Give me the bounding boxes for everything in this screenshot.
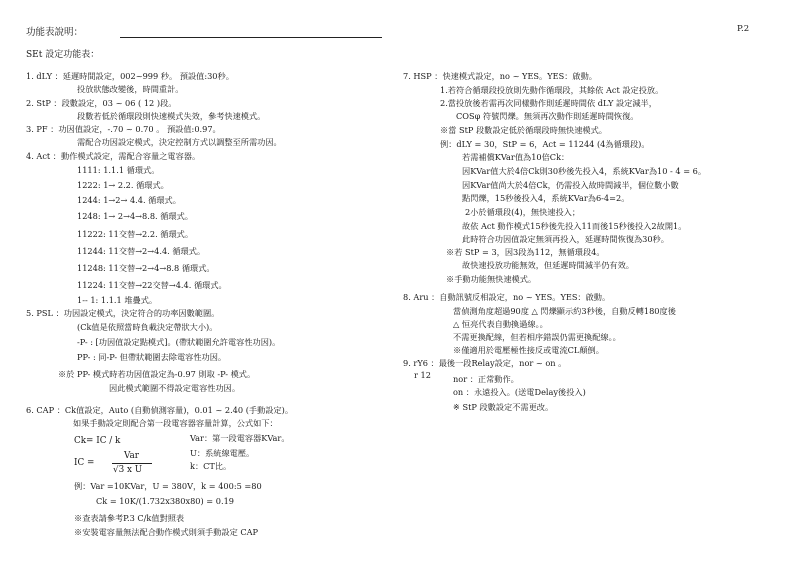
hsp-example-6: 故依 Act 動作模式15秒後先投入11而後15秒後投入2故開1。 bbox=[462, 221, 687, 231]
item-1-dly: 1. dLY ：延遲時間設定，002~999 秒。 預設值:30秒。 bbox=[26, 71, 234, 81]
item-5-note: (Ck值是依照當時負載決定帶狀大小)。 bbox=[77, 322, 218, 332]
formula-ic-label: IC = bbox=[74, 458, 95, 468]
hsp-note-4b: 故快速投放功能無效，但延遲時間減半仍有效。 bbox=[462, 260, 634, 270]
hsp-example-4: 點閃爍，15秒後投入4，系統KVar為6-4=2。 bbox=[462, 193, 630, 203]
item-6-note: 如果手動設定則配合第一段電容器容量計算，公式如下： bbox=[73, 418, 278, 428]
hsp-note-1: 1.若符合循環段投放則先動作循環段，其餘依 Act 設定投放。 bbox=[440, 85, 664, 95]
aru-note-1: 當偵測角度超過90度 △ 閃爍顯示約3秒後，自動反轉180度後 bbox=[453, 306, 676, 316]
item-2-stp: 2. StP ：段數設定，03 ~ 06 ( 12 )段。 bbox=[26, 98, 177, 108]
item-1-note: 投放狀態改變後，時間重計。 bbox=[77, 84, 184, 94]
ry6-nor: nor ：正常動作。 bbox=[453, 374, 519, 384]
act-mode-11222: 11222: 11交替→2.2. 循環式。 bbox=[77, 229, 194, 239]
note-table-ref: ※查表請參考P.3 C/k值對照表 bbox=[74, 513, 185, 523]
act-mode-11244: 11244: 11交替→2→4.4. 循環式。 bbox=[77, 246, 206, 256]
hsp-example: 例：dLY = 30，StP = 6，Act = 11244 (4為循環段)。 bbox=[440, 139, 650, 149]
example-result: Ck = 10K/(1.732x380x80) = 0.19 bbox=[96, 496, 234, 506]
item-4-act: 4. Act ：動作模式設定，需配合容量之電容器。 bbox=[26, 151, 201, 161]
legend-u: U：系統線電壓。 bbox=[190, 448, 255, 458]
example-values: 例：Var =10KVar，U = 380V，k = 400:5 =80 bbox=[74, 481, 262, 491]
aru-note-4: ※僅適用於電壓極性接反或電流CL顛倒。 bbox=[453, 345, 604, 355]
item-9-r12: r 12 bbox=[414, 370, 431, 380]
item-2-note: 段數若低於循環段則快速模式失效，參考快速模式。 bbox=[77, 111, 266, 121]
act-mode-1222: 1222: 1→ 2.2. 循環式。 bbox=[77, 180, 169, 190]
legend-var: Var：第一段電容器KVar。 bbox=[190, 433, 290, 443]
hsp-example-3: 因KVar值尚大於4倍Ck，仍需投入故時間減半，個位數小數 bbox=[462, 180, 679, 190]
hsp-example-5: 2小於循環段(4)，無快速投入； bbox=[465, 207, 581, 217]
act-mode-1111: 1111: 1.1.1 循環式。 bbox=[77, 165, 160, 175]
title-underline bbox=[120, 37, 382, 38]
item-6-cap: 6. CAP ：Ck值設定，Auto (自動偵測容量)，0.01 ~ 2.40 (手動設定)。 bbox=[26, 405, 294, 415]
item-3-note: 需配合功因設定模式，決定控制方式以調整至所需功因。 bbox=[77, 137, 282, 147]
note-manual-cap: ※安裝電容量無法配合動作模式則須手動設定 CAP bbox=[74, 527, 259, 537]
act-mode-stack: 1-- 1: 1.1.1 堆疊式。 bbox=[77, 295, 158, 305]
aru-note-2: △ 恒亮代表自動換過線。。 bbox=[453, 319, 548, 329]
hsp-example-1: 若需補償KVar值為10倍Ck： bbox=[462, 152, 570, 162]
act-mode-1244: 1244: 1→2→ 4.4. 循環式。 bbox=[77, 195, 181, 205]
ry6-note: ※ StP 段數設定不需更改。 bbox=[453, 402, 554, 412]
item-9-ry6: 9. rY6 ：最後一段Relay設定，nor ~ on 。 bbox=[403, 358, 567, 368]
hsp-example-7: 此時符合功因值設定無須再投入，延遲時間恢復為30秒。 bbox=[462, 234, 669, 244]
psl-mode-pp: PP- : 同-P- 但帶狀範圍去除電容性功因。 bbox=[77, 352, 227, 362]
page-number: P.2 bbox=[737, 24, 750, 34]
formula-ic-denominator: √3 x U bbox=[113, 465, 143, 475]
hsp-note-2: 2.當投放後若需再次同樣動作則延遲時間依 dLY 設定減半， bbox=[440, 98, 657, 108]
act-mode-11224: 11224: 11交替→22交替→4.4. 循環式。 bbox=[77, 280, 227, 290]
hsp-note-2b: COSφ 符號閃爍。無須再次動作則延遲時間恢復。 bbox=[456, 111, 639, 121]
hsp-note-3: ※當 StP 段數設定低於循環段時無快速模式。 bbox=[440, 125, 607, 135]
ry6-on: on ：永遠投入。(送電Delay後投入) bbox=[453, 387, 586, 397]
doc-title: 功能表說明： bbox=[26, 27, 84, 38]
act-mode-1248: 1248: 1→ 2→4→8.8. 循環式。 bbox=[77, 211, 193, 221]
legend-k: k：CT比。 bbox=[190, 461, 232, 471]
aru-note-3: 不需更換配線，但若相序錯誤仍需更換配線。。 bbox=[453, 332, 621, 342]
item-3-pf: 3. PF ：功因值設定，-.70 ~ 0.70 。 預設值:0.97。 bbox=[26, 124, 221, 134]
psl-note-1: ※於 PP- 模式時若功因值設定為-0.97 則取 -P- 模式。 bbox=[58, 369, 256, 379]
act-mode-11248: 11248: 11交替→2→4→8.8 循環式。 bbox=[77, 263, 215, 273]
section-title: SEt 設定功能表： bbox=[26, 50, 100, 60]
item-8-aru: 8. Aru ：自動訊號反相設定，no ~ YES。YES：啟動。 bbox=[403, 292, 611, 302]
item-5-psl: 5. PSL ：功因設定模式，決定符合的功率因數範圍。 bbox=[26, 308, 220, 318]
item-7-hsp: 7. HSP ：快速模式設定，no ~ YES。YES：啟動。 bbox=[403, 71, 597, 81]
formula-ck: Ck= IC / k bbox=[74, 436, 121, 446]
fraction-bar bbox=[112, 463, 152, 464]
psl-mode-p: -P- : [功因值設定點模式]。(帶狀範圍允許電容性功因)。 bbox=[77, 337, 281, 347]
hsp-example-2: 因KVar值大於4倍Ck則30秒後先投入4，系統KVar為10 - 4 = 6。 bbox=[462, 166, 707, 176]
hsp-note-4: ※若 StP = 3，因3段為112，無循環段4。 bbox=[446, 247, 605, 257]
hsp-note-5: ※手動功能無快速模式。 bbox=[446, 274, 537, 284]
psl-note-2: 因此模式範圍不得設定電容性功因。 bbox=[109, 383, 241, 393]
formula-ic-numerator: Var bbox=[124, 451, 139, 461]
